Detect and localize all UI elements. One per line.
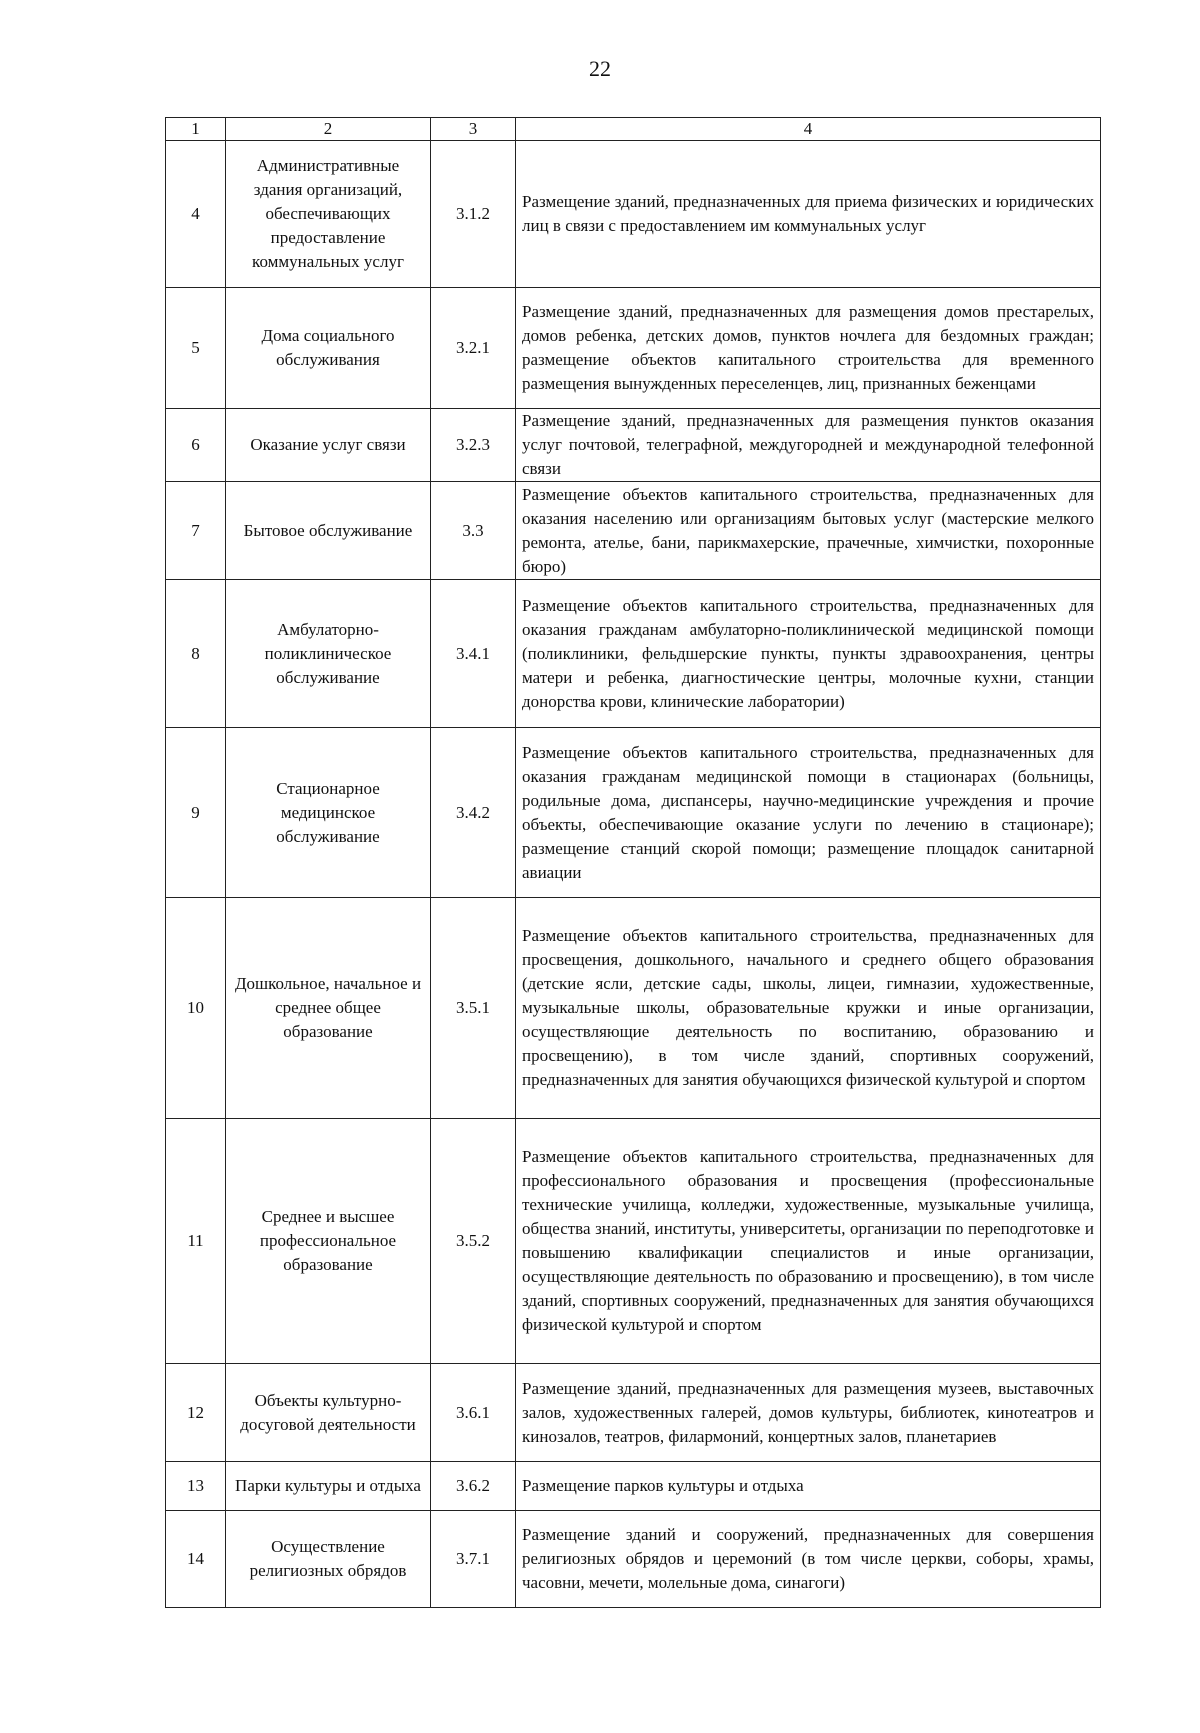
row-number: 7 [166,482,226,580]
table-row [166,409,1101,482]
use-type-name: Дошкольное, начальное и среднее общее образование [226,898,431,1119]
row-number: 9 [166,728,226,898]
use-type-description: Размещение объектов капитального строительства, предназначенных для профессионального образования и просвещения (профессиональные технические училища, колледжи, художественные, музыкальные училища, общества знаний, институты, университеты, организации по переподготовке и повышению квалификации специалистов и иные организации, осуществляющие деятельность по образованию и просвещению), в том числе зданий, спортивных сооружений, предназначенных для занятия обучающихся физической культурой и спортом [516,1119,1101,1364]
table-row [166,288,1101,409]
use-type-description: Размещение объектов капитального строительства, предназначенных для просвещения, дошкольного, начального и среднего общего образования (детские ясли, детские сады, школы, лицеи, гимназии, художественные, музыкальные школы, образовательные кружки и иные организации, осуществляющие деятельность по воспитанию, образованию и просвещению), в том числе зданий, спортивных сооружений, предназначенных для занятия обучающихся физической культурой и спортом [516,898,1101,1119]
use-type-name: Амбулаторно-поликлиническое обслуживание [226,580,431,728]
table-row [166,1511,1101,1608]
table-row [166,482,1101,580]
row-number: 6 [166,409,226,482]
table-row [166,141,1101,288]
row-number: 8 [166,580,226,728]
use-type-description: Размещение объектов капитального строительства, предназначенных для оказания гражданам медицинской помощи в стационарах (больницы, родильные дома, диспансеры, научно-медицинские учреждения и прочие объекты, обеспечивающие оказание услуги по лечению в стационаре); размещение станций скорой помощи; размещение площадок санитарной авиации [516,728,1101,898]
table-row [166,1364,1101,1462]
table-row [166,580,1101,728]
use-type-description: Размещение объектов капитального строительства, предназначенных для оказания гражданам амбулаторно-поликлинической медицинской помощи (поликлиники, фельдшерские пункты, пункты здравоохранения, центры матери и ребенка, диагностические центры, молочные кухни, станции донорства крови, клинические лаборатории) [516,580,1101,728]
use-type-description: Размещение зданий и сооружений, предназначенных для совершения религиозных обрядов и церемоний (в том числе церкви, соборы, храмы, часовни, мечети, молельные дома, синагоги) [516,1511,1101,1608]
row-number: 14 [166,1511,226,1608]
use-type-code: 3.6.1 [431,1364,516,1462]
row-number: 11 [166,1119,226,1364]
land-use-table [165,117,1101,1608]
row-number: 5 [166,288,226,409]
use-type-name: Объекты культурно-досуговой деятельности [226,1364,431,1462]
use-type-code: 3.6.2 [431,1462,516,1511]
use-type-description: Размещение зданий, предназначенных для размещения пунктов оказания услуг почтовой, телеграфной, междугородней и международной телефонной связи [516,409,1101,482]
use-type-name: Административные здания организаций, обеспечивающих предоставление коммунальных услуг [226,141,431,288]
column-header: 3 [431,118,516,141]
column-header: 2 [226,118,431,141]
column-header-row [166,118,1101,141]
row-number: 10 [166,898,226,1119]
page-number: 22 [589,56,611,81]
use-type-description: Размещение объектов капитального строительства, предназначенных для оказания населению или организациям бытовых услуг (мастерские мелкого ремонта, ателье, бани, парикмахерские, прачечные, химчистки, похоронные бюро) [516,482,1101,580]
column-header: 1 [166,118,226,141]
table-row [166,1462,1101,1511]
table-row [166,898,1101,1119]
use-type-name: Дома социального обслуживания [226,288,431,409]
use-type-code: 3.5.2 [431,1119,516,1364]
use-type-code: 3.2.3 [431,409,516,482]
use-type-description: Размещение парков культуры и отдыха [516,1462,1101,1511]
use-type-description: Размещение зданий, предназначенных для размещения домов престарелых, домов ребенка, детских домов, пунктов ночлега для бездомных граждан; размещение объектов капитального строительства для временного размещения вынужденных переселенцев, лиц, признанных беженцами [516,288,1101,409]
use-type-code: 3.5.1 [431,898,516,1119]
use-type-code: 3.4.2 [431,728,516,898]
row-number: 12 [166,1364,226,1462]
use-type-description: Размещение зданий, предназначенных для приема физических и юридических лиц в связи с предоставлением им коммунальных услуг [516,141,1101,288]
use-type-name: Парки культуры и отдыха [226,1462,431,1511]
use-type-code: 3.4.1 [431,580,516,728]
use-type-name: Оказание услуг связи [226,409,431,482]
use-type-code: 3.2.1 [431,288,516,409]
use-type-code: 3.1.2 [431,141,516,288]
table-row [166,1119,1101,1364]
table-row [166,728,1101,898]
use-type-code: 3.7.1 [431,1511,516,1608]
use-type-code: 3.3 [431,482,516,580]
use-type-name: Бытовое обслуживание [226,482,431,580]
row-number: 4 [166,141,226,288]
use-type-name: Осуществление религиозных обрядов [226,1511,431,1608]
use-type-name: Стационарное медицинское обслуживание [226,728,431,898]
use-type-name: Среднее и высшее профессиональное образование [226,1119,431,1364]
use-type-description: Размещение зданий, предназначенных для размещения музеев, выставочных залов, художественных галерей, домов культуры, библиотек, кинотеатров и кинозалов, театров, филармоний, концертных залов, планетариев [516,1364,1101,1462]
row-number: 13 [166,1462,226,1511]
column-header: 4 [516,118,1101,141]
